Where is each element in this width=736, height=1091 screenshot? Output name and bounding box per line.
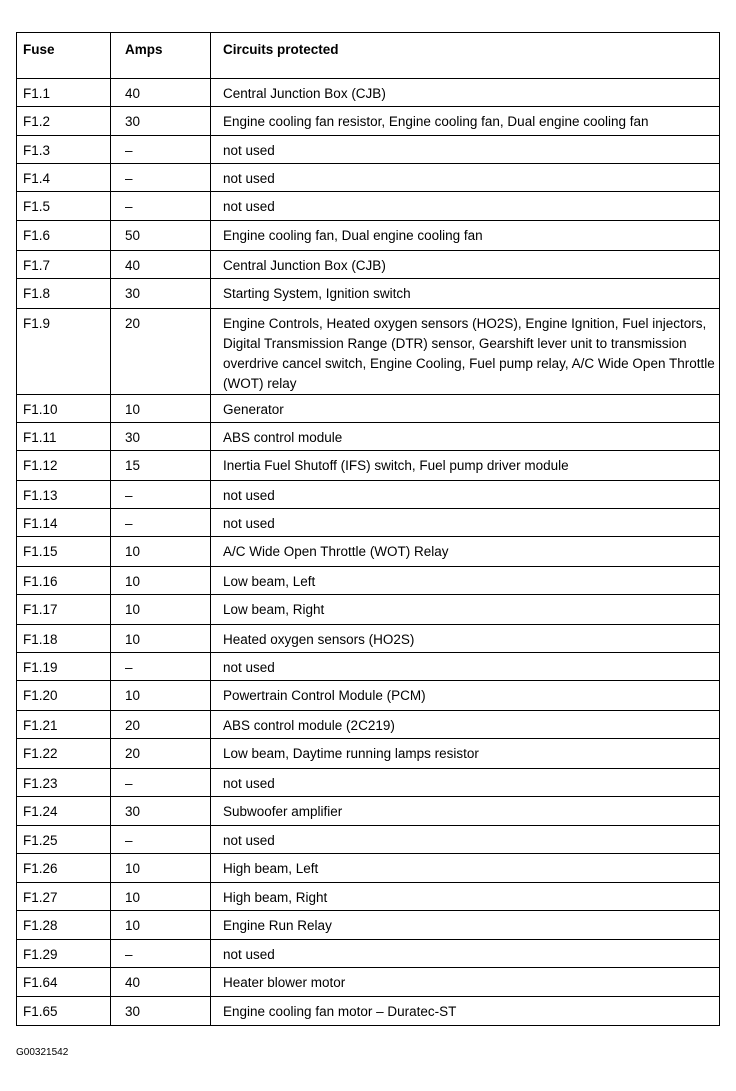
table-row: [17, 509, 720, 537]
fuse-cell: F1.25: [17, 826, 111, 854]
header-amps: Amps: [111, 33, 211, 79]
circuits-cell: High beam, Right: [211, 883, 720, 911]
table-row: [17, 136, 720, 164]
circuits-cell: not used: [211, 826, 720, 854]
table-row: [17, 797, 720, 826]
table-row: [17, 883, 720, 911]
table-row: [17, 940, 720, 968]
table-row: [17, 107, 720, 136]
table-row: [17, 537, 720, 567]
circuits-cell: Engine Controls, Heated oxygen sensors (HO2S), Engine Ignition, Fuel injectors, Digital Transmission Range (DTR) sensor, Gearshift lever unit to transmission overdrive cancel switch, Engine Cooling, Fuel pump relay, A/C Wide Open Throttle (WOT) relay: [211, 309, 720, 395]
amps-cell: –: [111, 136, 211, 164]
amps-cell: 10: [111, 854, 211, 883]
amps-cell: 15: [111, 451, 211, 481]
table-row: [17, 79, 720, 107]
circuits-cell: not used: [211, 136, 720, 164]
circuits-cell: Low beam, Right: [211, 595, 720, 625]
table-row: [17, 567, 720, 595]
table-row: [17, 309, 720, 395]
fuse-cell: F1.1: [17, 79, 111, 107]
header-row: [17, 33, 720, 79]
amps-cell: 30: [111, 107, 211, 136]
table-row: [17, 681, 720, 711]
table-row: [17, 911, 720, 940]
fuse-cell: F1.65: [17, 997, 111, 1026]
header-fuse: Fuse: [17, 33, 111, 79]
circuits-cell: Starting System, Ignition switch: [211, 279, 720, 309]
fuse-cell: F1.29: [17, 940, 111, 968]
table-row: [17, 221, 720, 251]
table-row: [17, 968, 720, 997]
amps-cell: –: [111, 509, 211, 537]
fuse-cell: F1.23: [17, 769, 111, 797]
table-row: [17, 653, 720, 681]
circuits-cell: Central Junction Box (CJB): [211, 251, 720, 279]
amps-cell: –: [111, 192, 211, 221]
table-row: [17, 279, 720, 309]
fuse-cell: F1.16: [17, 567, 111, 595]
circuits-cell: Generator: [211, 395, 720, 423]
circuits-cell: not used: [211, 509, 720, 537]
fuse-cell: F1.22: [17, 739, 111, 769]
amps-cell: 40: [111, 251, 211, 279]
circuits-cell: Inertia Fuel Shutoff (IFS) switch, Fuel pump driver module: [211, 451, 720, 481]
circuits-cell: Powertrain Control Module (PCM): [211, 681, 720, 711]
amps-cell: 40: [111, 968, 211, 997]
table-row: [17, 481, 720, 509]
table-body: [17, 79, 720, 1026]
table-row: [17, 192, 720, 221]
circuits-cell: A/C Wide Open Throttle (WOT) Relay: [211, 537, 720, 567]
fuse-cell: F1.12: [17, 451, 111, 481]
table-row: [17, 997, 720, 1026]
fuse-cell: F1.14: [17, 509, 111, 537]
fuse-cell: F1.11: [17, 423, 111, 451]
amps-cell: 10: [111, 681, 211, 711]
document-id: G00321542: [16, 1047, 69, 1058]
amps-cell: 10: [111, 537, 211, 567]
amps-cell: –: [111, 481, 211, 509]
circuits-cell: Central Junction Box (CJB): [211, 79, 720, 107]
circuits-cell: Engine Run Relay: [211, 911, 720, 940]
circuits-cell: not used: [211, 481, 720, 509]
circuits-cell: ABS control module (2C219): [211, 711, 720, 739]
fuse-cell: F1.10: [17, 395, 111, 423]
circuits-cell: High beam, Left: [211, 854, 720, 883]
table-row: [17, 451, 720, 481]
amps-cell: –: [111, 653, 211, 681]
circuits-cell: Low beam, Daytime running lamps resistor: [211, 739, 720, 769]
table-row: [17, 625, 720, 653]
fuse-cell: F1.7: [17, 251, 111, 279]
circuits-cell: Heated oxygen sensors (HO2S): [211, 625, 720, 653]
fuse-cell: F1.19: [17, 653, 111, 681]
fuse-cell: F1.3: [17, 136, 111, 164]
circuits-cell: Heater blower motor: [211, 968, 720, 997]
circuits-cell: Subwoofer amplifier: [211, 797, 720, 826]
fuse-cell: F1.21: [17, 711, 111, 739]
table-row: [17, 739, 720, 769]
fuse-cell: F1.28: [17, 911, 111, 940]
amps-cell: 10: [111, 625, 211, 653]
fuse-cell: F1.24: [17, 797, 111, 826]
table-row: [17, 711, 720, 739]
amps-cell: –: [111, 940, 211, 968]
fuse-cell: F1.13: [17, 481, 111, 509]
fuse-cell: F1.27: [17, 883, 111, 911]
table-row: [17, 423, 720, 451]
fuse-cell: F1.26: [17, 854, 111, 883]
table-row: [17, 826, 720, 854]
header-circuits: Circuits protected: [211, 33, 720, 79]
fuse-cell: F1.5: [17, 192, 111, 221]
table-row: [17, 595, 720, 625]
fuse-cell: F1.17: [17, 595, 111, 625]
circuits-cell: Low beam, Left: [211, 567, 720, 595]
amps-cell: 20: [111, 711, 211, 739]
circuits-cell: not used: [211, 769, 720, 797]
fuse-cell: F1.4: [17, 164, 111, 192]
fuse-cell: F1.9: [17, 309, 111, 395]
table-row: [17, 251, 720, 279]
fuse-cell: F1.6: [17, 221, 111, 251]
fuse-table: [16, 32, 720, 1026]
circuits-cell: not used: [211, 653, 720, 681]
fuse-cell: F1.18: [17, 625, 111, 653]
fuse-cell: F1.2: [17, 107, 111, 136]
circuits-cell: not used: [211, 940, 720, 968]
amps-cell: 10: [111, 567, 211, 595]
amps-cell: 10: [111, 911, 211, 940]
amps-cell: 40: [111, 79, 211, 107]
amps-cell: –: [111, 826, 211, 854]
fuse-cell: F1.64: [17, 968, 111, 997]
table-row: [17, 395, 720, 423]
table-row: [17, 164, 720, 192]
amps-cell: 30: [111, 423, 211, 451]
fuse-cell: F1.15: [17, 537, 111, 567]
fuse-cell: F1.20: [17, 681, 111, 711]
amps-cell: 20: [111, 739, 211, 769]
table-row: [17, 769, 720, 797]
amps-cell: 10: [111, 883, 211, 911]
circuits-cell: ABS control module: [211, 423, 720, 451]
amps-cell: 30: [111, 797, 211, 826]
amps-cell: 10: [111, 595, 211, 625]
amps-cell: 50: [111, 221, 211, 251]
circuits-cell: Engine cooling fan, Dual engine cooling fan: [211, 221, 720, 251]
circuits-cell: not used: [211, 192, 720, 221]
circuits-cell: Engine cooling fan resistor, Engine cooling fan, Dual engine cooling fan: [211, 107, 720, 136]
table-row: [17, 854, 720, 883]
amps-cell: –: [111, 164, 211, 192]
amps-cell: –: [111, 769, 211, 797]
amps-cell: 30: [111, 997, 211, 1026]
amps-cell: 20: [111, 309, 211, 395]
circuits-cell: not used: [211, 164, 720, 192]
amps-cell: 10: [111, 395, 211, 423]
amps-cell: 30: [111, 279, 211, 309]
fuse-cell: F1.8: [17, 279, 111, 309]
circuits-cell: Engine cooling fan motor – Duratec-ST: [211, 997, 720, 1026]
